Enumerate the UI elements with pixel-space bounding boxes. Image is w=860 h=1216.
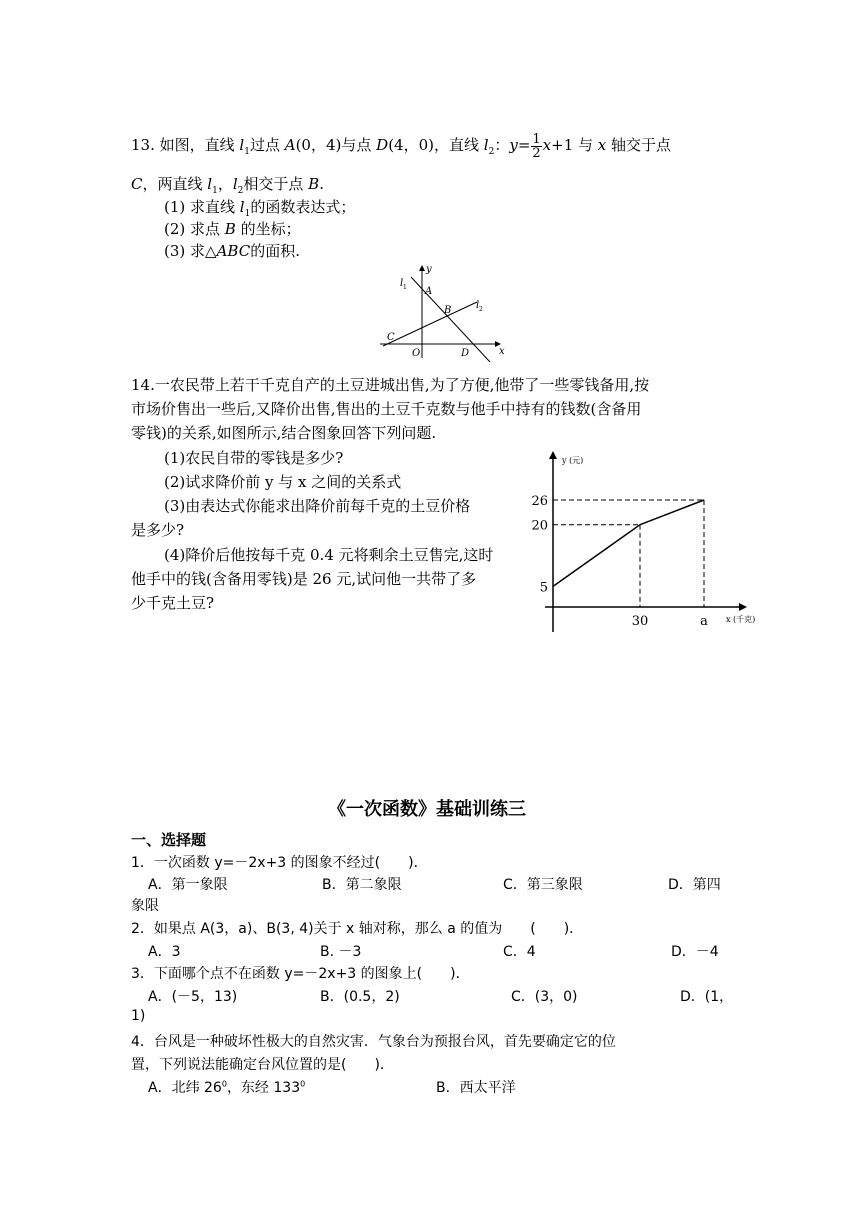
fig-label-B: B <box>444 305 452 316</box>
fig-label-x: x <box>499 346 505 357</box>
q14-chart <box>530 450 760 640</box>
chart-y-tick-26: 26 <box>531 494 548 509</box>
fig-label-l2: l <box>476 300 480 311</box>
q14-sub-3-wrap: 是多少? <box>131 521 185 539</box>
q14-sub-4: (4)降价后他按每千克 0.4 元将剩余土豆售完,这时 <box>164 546 494 564</box>
fig-label-l1-sub: 1 <box>403 284 407 291</box>
fig-label-y: y <box>426 264 432 275</box>
q13-sub3: (3) 求△ABC的面积. <box>164 242 300 260</box>
fig-y-arrow <box>419 265 425 271</box>
q14-sub-3: (3)由表达式你能求出降价前每千克的土豆价格 <box>164 497 471 515</box>
chart-y-tick-5: 5 <box>539 580 548 596</box>
q13-line2: C，两直线 $l_1$，$l_2$相交于点 B. <box>131 175 324 196</box>
chart-y-axis-label: y (元) <box>562 456 584 465</box>
fig-line-l2 <box>383 300 480 346</box>
q14-sub-4-wrap2: 少千克土豆? <box>131 594 215 612</box>
q14-sub-2: (2)试求降价前 y 与 x 之间的关系式 <box>164 473 402 491</box>
chart-x-arrow <box>739 603 747 611</box>
mc-q2-opt-a: A．3 <box>148 944 181 960</box>
fig-label-C: C <box>387 332 395 343</box>
chart-segment-2 <box>640 500 704 525</box>
mc-q4-line1: 4．台风是一种破坏性极大的自然灾害．气象台为预报台风，首先要确定它的位 <box>131 1034 616 1050</box>
mc-q1-wrap: 象限 <box>131 898 159 914</box>
mc-q4-line2: 置，下列说法能确定台风位置的是( )． <box>131 1057 394 1073</box>
fig-label-A: A <box>425 286 433 297</box>
mc-q2: 2．如果点 A(3，a)、B(3, 4)关于 x 轴对称，那么 a 的值为 ( )． <box>131 921 584 937</box>
chart-segment-1 <box>553 525 640 587</box>
mc-q3-opt-a: A．(－5，13) <box>148 989 238 1005</box>
fig-label-l1: l <box>400 278 404 289</box>
q13-sub2: (2) 求点 B 的坐标； <box>164 220 301 238</box>
q13-line1: 13. 如图，直线 $l_1$过点 A(0，4)与点 D(4，0)，直线 $l_2$：y= $\frac{1}{2}$ x+1 与 x 轴交于点 <box>131 131 672 161</box>
fig-label-D: D <box>461 348 470 359</box>
mc-q1-opt-c: C．第三象限 <box>503 877 583 893</box>
q14-intro-1: 14.一农民带上若干千克自产的土豆进城出售,为了方便,他带了一些零钱备用,按 <box>131 376 650 394</box>
fraction-one-half: $\frac{1}{2}$ <box>532 131 541 161</box>
mc-q3-opt-d: D．(1， <box>680 989 734 1005</box>
fig-label-l2-sub: 2 <box>479 306 483 313</box>
mc-q4-opt-a: A．北纬 $26^0$，东经 $133^0$ <box>148 1079 306 1096</box>
mc-q2-opt-b: B. －3 <box>320 944 362 960</box>
chart-x-tick-30: 30 <box>631 614 649 629</box>
fig-label-O: O <box>412 348 421 359</box>
chart-y-arrow <box>549 451 557 459</box>
section-heading: 一、选择题 <box>131 831 207 849</box>
chart-x-tick-a: a <box>700 614 708 629</box>
mc-q4-opt-b: B．西太平洋 <box>436 1080 516 1096</box>
q13-figure <box>375 262 510 362</box>
chart-y-tick-20: 20 <box>531 518 548 534</box>
q14-intro-3: 零钱)的关系,如图所示,结合图象回答下列问题. <box>131 424 437 442</box>
chart-x-axis-label: x (千克) <box>726 615 756 624</box>
mc-q1-opt-a: A．第一象限 <box>148 877 228 893</box>
section-title: 《一次函数》基础训练三 <box>328 799 526 820</box>
mc-q2-opt-c: C．4 <box>503 944 536 960</box>
mc-q1-opt-b: B．第二象限 <box>322 877 402 893</box>
q14-sub-4-wrap1: 他手中的钱(含备用零钱)是 26 元,试问他一共带了多 <box>131 570 477 588</box>
q14-intro-2: 市场价售出一些后,又降价出售,售出的土豆千克数与他手中持有的钱数(含备用 <box>131 400 642 418</box>
mc-q3-opt-c: C．(3，0) <box>511 989 578 1005</box>
mc-q1: 1．一次函数 y=－2x+3 的图象不经过( )． <box>131 855 428 871</box>
mc-q3: 3．下面哪个点不在函数 y=－2x+3 的图象上( )． <box>131 966 470 982</box>
q13-sub1: (1) 求直线 $l_1$的函数表达式； <box>164 198 356 219</box>
q14-sub-1: (1)农民自带的零钱是多少? <box>164 449 344 467</box>
mc-q1-opt-d: D．第四 <box>668 877 721 893</box>
fig-line-l1 <box>411 277 490 362</box>
mc-q3-opt-b: B．(0.5，2) <box>320 989 400 1005</box>
mc-q2-opt-d: D．－4 <box>671 944 719 960</box>
mc-q3-wrap: 1) <box>131 1008 146 1024</box>
